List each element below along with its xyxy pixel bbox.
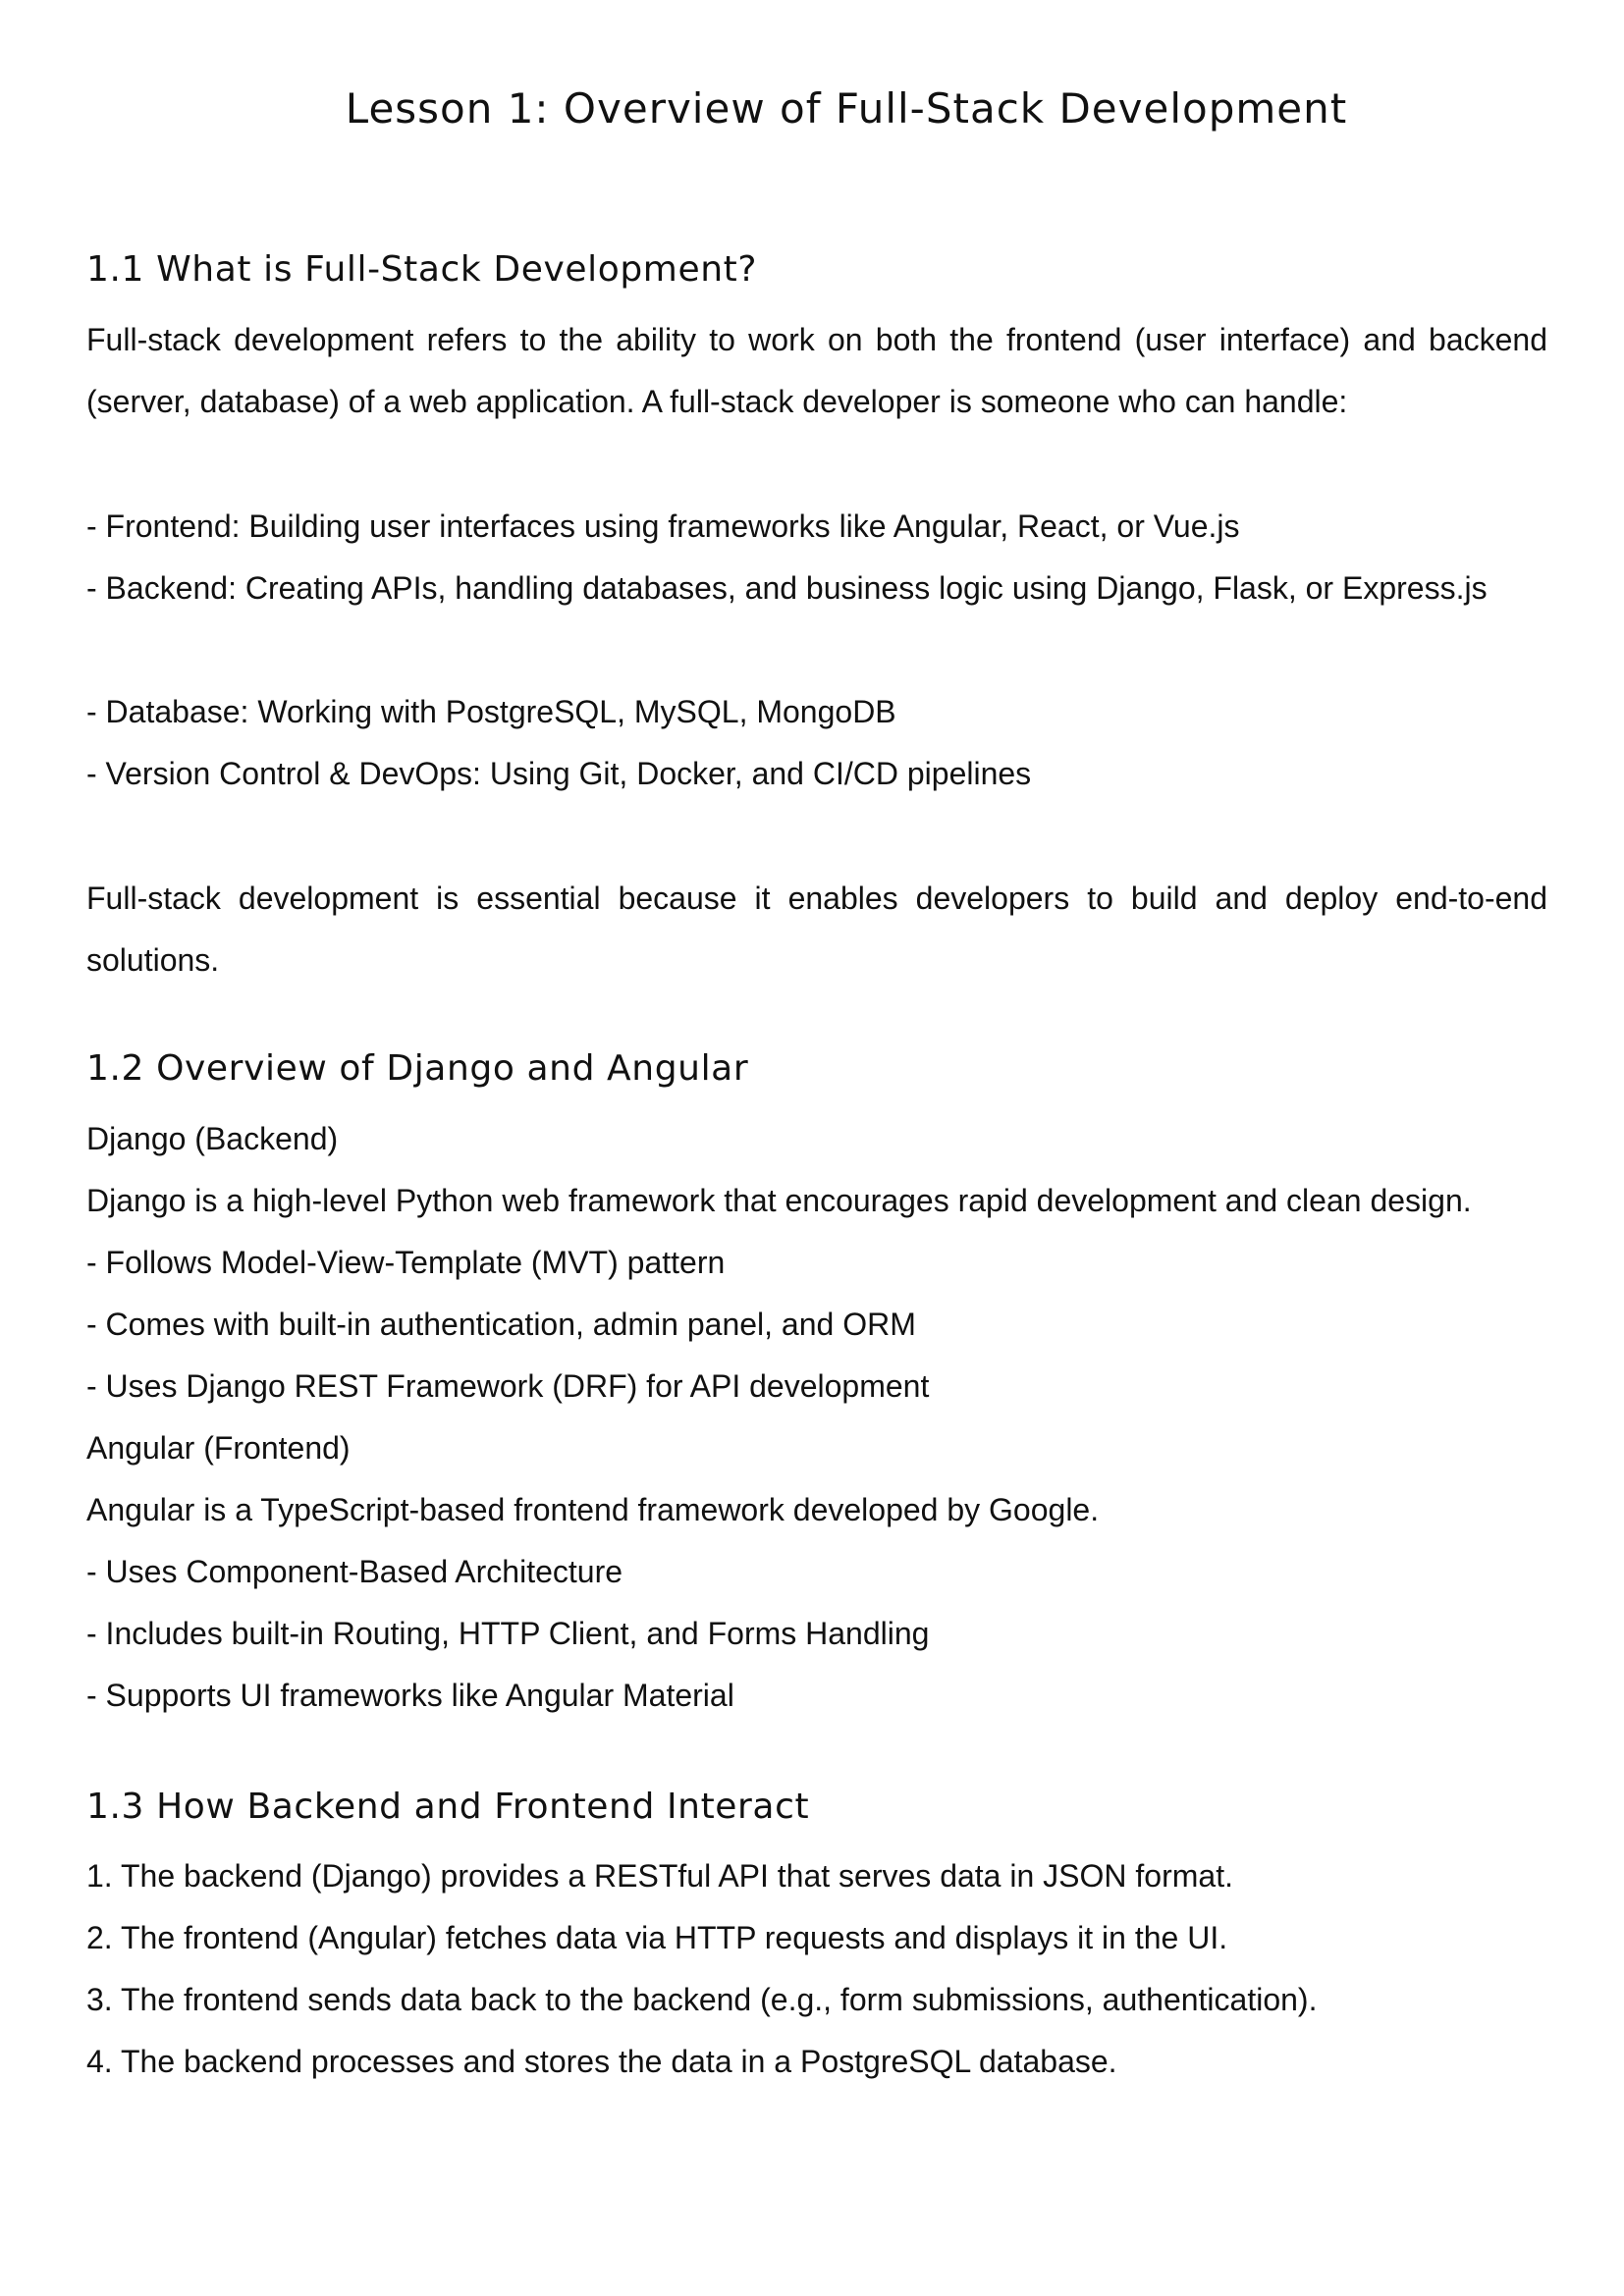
- subheading: Angular (Frontend): [86, 1430, 351, 1466]
- section-heading: 1.1 What is Full-Stack Development?: [86, 249, 758, 290]
- section-heading: 1.3 How Backend and Frontend Interact: [86, 1787, 810, 1827]
- subheading: Django (Backend): [86, 1121, 339, 1156]
- list-item: 4. The backend processes and stores the data in a PostgreSQL database.: [86, 2044, 1117, 2079]
- list-item: - Comes with built-in authentication, admin panel, and ORM: [86, 1307, 916, 1342]
- page-title: Lesson 1: Overview of Full-Stack Development: [345, 84, 1348, 133]
- paragraph: Angular is a TypeScript-based frontend framework developed by Google.: [86, 1492, 1100, 1527]
- list-item: 1. The backend (Django) provides a RESTful API that serves data in JSON format.: [86, 1858, 1233, 1894]
- list-item: 3. The frontend sends data back to the backend (e.g., form submissions, authentication).: [86, 1982, 1318, 2017]
- list-item: - Supports UI frameworks like Angular Material: [86, 1678, 734, 1713]
- list-item: - Version Control & DevOps: Using Git, Docker, and CI/CD pipelines: [86, 756, 1032, 791]
- paragraph: Full-stack development is essential because it enables developers to build and deploy end-to-end solutions.: [86, 881, 1547, 978]
- list-item: - Uses Component-Based Architecture: [86, 1554, 623, 1589]
- list-item: 2. The frontend (Angular) fetches data via HTTP requests and displays it in the UI.: [86, 1920, 1228, 1955]
- paragraph: Full-stack development refers to the ability to work on both the frontend (user interface) and backend (server, database) of a web application. A full-stack developer is someone who can handle:: [86, 322, 1547, 419]
- list-item: - Includes built-in Routing, HTTP Client, and Forms Handling: [86, 1616, 930, 1651]
- list-item: - Uses Django REST Framework (DRF) for API development: [86, 1368, 930, 1404]
- list-item: - Database: Working with PostgreSQL, MySQL, MongoDB: [86, 694, 896, 729]
- list-item: - Backend: Creating APIs, handling databases, and business logic using Django, Flask, or Express.js: [86, 570, 1488, 606]
- section-heading: 1.2 Overview of Django and Angular: [86, 1048, 749, 1089]
- list-item: - Frontend: Building user interfaces using frameworks like Angular, React, or Vue.js: [86, 508, 1240, 544]
- paragraph: Django is a high-level Python web framework that encourages rapid development and clean design.: [86, 1183, 1472, 1218]
- list-item: - Follows Model-View-Template (MVT) pattern: [86, 1245, 726, 1280]
